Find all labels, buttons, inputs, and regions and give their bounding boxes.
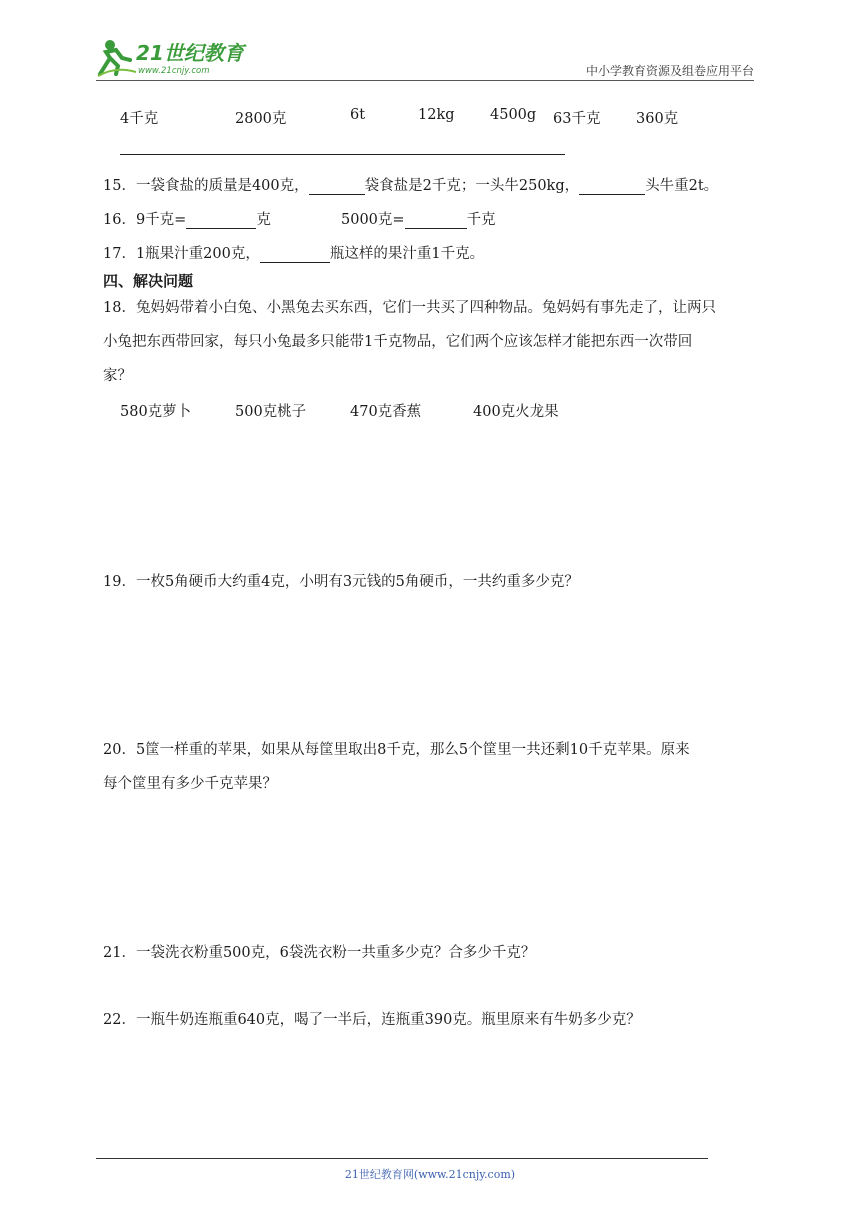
question-21: 21．一袋洗衣粉重500克，6袋洗衣粉一共重多少克？合多少千克？ [103,945,536,961]
runner-icon [98,40,136,76]
question-20-line-1: 20．5筐一样重的苹果，如果从每筐里取出8千克，那么5个筐里一共还剩10千克苹果。原来 [103,742,690,758]
section-heading: 四、解决问题 [103,272,194,290]
question-16-part2: 5000克= 千克 [341,212,496,228]
answer-blank-line[interactable] [120,154,565,155]
item-3: 6t [350,107,366,123]
question-17: 17．1瓶果汁重200克， 瓶这样的果汁重1千克。 [103,246,485,262]
question-16: 16．9千克= 克 [103,212,271,228]
question-19: 19．一枚5角硬币大约重4克，小明有3元钱的5角硬币，一共约重多少克？ [103,574,579,590]
item-5: 4500g [490,107,537,123]
question-18-line-3: 家？ [103,368,132,384]
food-item: 500克桃子 [235,404,307,420]
question-15: 15．一袋食盐的质量是400克， 袋食盐是2千克；一头牛250kg， 头牛重2t。 [103,178,719,194]
site-logo [96,36,266,78]
question-22: 22．一瓶牛奶连瓶重640克，喝了一半后，连瓶重390克。瓶里原来有牛奶多少克？ [103,1012,641,1028]
item-6: 63千克 [553,111,601,127]
food-item: 580克萝卜 [120,404,192,420]
food-item: 470克香蕉 [350,404,422,420]
answer-blank[interactable] [579,180,645,195]
question-18-line-2: 小兔把东西带回家，每只小兔最多只能带1千克物品，它们两个应该怎样才能把东西一次带回 [103,334,693,350]
logo-url: www.21cnjy.com [138,66,210,76]
question-20-line-2: 每个筐里有多少千克苹果？ [103,776,277,792]
answer-blank[interactable] [405,214,467,229]
item-2: 2800克 [235,111,287,127]
answer-blank[interactable] [309,180,365,195]
footer-divider [96,1158,708,1159]
logo-text: 21世纪教育 [136,41,244,65]
item-1: 4千克 [120,111,159,127]
footer-link[interactable]: 21世纪教育网(www.21cnjy.com) [344,1168,516,1181]
platform-title: 中小学教育资源及组卷应用平台 [585,64,754,78]
header-divider [96,80,754,81]
item-7: 360克 [636,111,679,127]
question-18-line-1: 18．兔妈妈带着小白兔、小黑兔去买东西，它们一共买了四种物品。兔妈妈有事先走了，让两只 [103,300,716,316]
answer-blank[interactable] [186,214,256,229]
food-item: 400克火龙果 [473,404,559,420]
item-4: 12kg [418,107,455,123]
answer-blank[interactable] [260,248,330,263]
